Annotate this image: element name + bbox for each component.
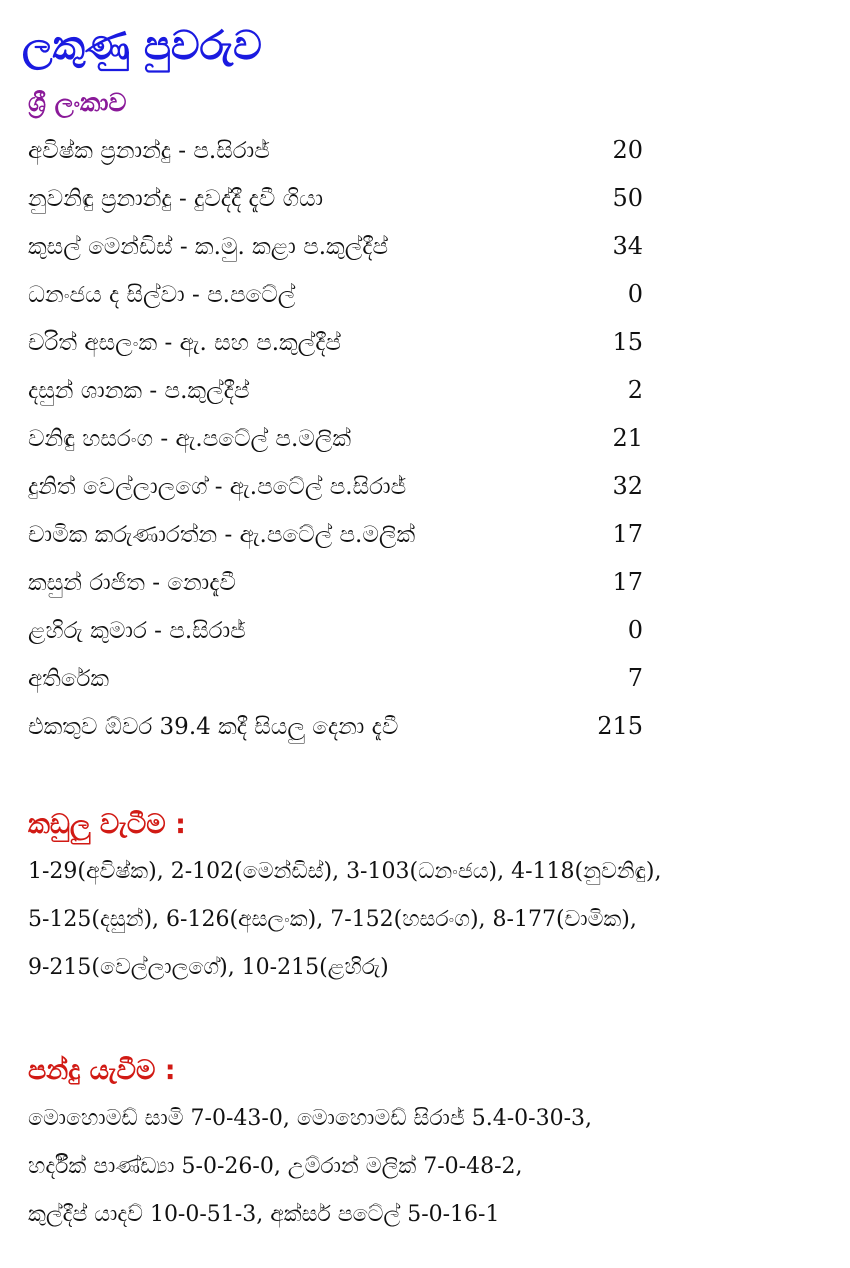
batter-name: අවිෂ්ක ප්‍රනාන්දු - ප.සිරාජ් (28, 138, 270, 164)
batter-name: දසුන් ශානක - ප.කුල්දීප් (28, 378, 250, 404)
extras-label: අතිරේක (28, 666, 110, 692)
batter-name: දුනිත් වෙල්ලාලගේ - ඇ.පටේල් ප.සිරාජ් (28, 474, 407, 500)
fall-of-wickets-line: 1-29(අවිෂ්ක), 2-102(මෙන්ඩිස්), 3-103(ධනංජය), 4-118(නුවනිඳු), (28, 859, 662, 884)
extras-row (28, 654, 643, 702)
total-label: එකතුව ඕවර 39.4 කදී සියලු දෙනා දැවී (28, 714, 399, 740)
fall-of-wickets-text (28, 848, 843, 992)
batting-row (28, 510, 643, 558)
total-runs: 215 (597, 712, 643, 740)
page-title: ලකුණු පුවරුව (22, 23, 262, 69)
batting-row (28, 462, 643, 510)
batter-name: චරිත් අසලංක - ඇ. සහ ප.කුල්දීප් (28, 330, 342, 356)
bowling-line: කුල්දීප් යාදව් 10-0-51-3, අක්සර් පටේල් 5-0-16-1 (28, 1202, 500, 1227)
batter-name: ළහිරු කුමාර - ප.සිරාජ් (28, 618, 246, 644)
batter-runs: 17 (612, 568, 643, 596)
batter-name: ධනංජය ද සිල්වා - ප.පටේල් (28, 282, 296, 308)
batter-runs: 0 (627, 280, 643, 308)
batting-row (28, 606, 643, 654)
batter-runs: 20 (612, 136, 643, 164)
batter-runs: 32 (612, 472, 643, 500)
extras-runs: 7 (627, 664, 643, 692)
bowling-heading: පන්දු යැවීම : (28, 1055, 176, 1086)
batting-row (28, 270, 643, 318)
batting-row (28, 366, 643, 414)
batting-row (28, 318, 643, 366)
batter-runs: 15 (612, 328, 643, 356)
bowling-line: මොහොමඩ් සාමි 7-0-43-0, මොහොමඩ් සිරාජ් 5.4-0-30-3, (28, 1106, 593, 1131)
batting-row (28, 126, 643, 174)
batter-name: වනිඳු හසරංග - ඇ.පටේල් ප.මලික් (28, 426, 352, 452)
bowling-line: හර්දීක් පාණ්ඩ්‍යා 5-0-26-0, උම්රාන් මලික් 7-0-48-2, (28, 1154, 523, 1179)
batter-runs: 2 (627, 376, 643, 404)
batter-runs: 21 (612, 424, 643, 452)
fall-of-wickets-heading: කඩුලු වැටීම : (28, 809, 186, 840)
batter-name: චාමික කරුණාරත්න - ඇ.පටේල් ප.මලික් (28, 522, 416, 548)
batter-name: කසුන් රාජිත - නොදැවී (28, 570, 236, 596)
bowling-text (28, 1095, 843, 1239)
fall-of-wickets-line: 9-215(වෙල්ලාලගේ), 10-215(ළහිරු) (28, 955, 389, 980)
batting-row (28, 174, 643, 222)
total-row (28, 702, 643, 750)
batter-runs: 0 (627, 616, 643, 644)
batting-row (28, 558, 643, 606)
batting-row (28, 222, 643, 270)
batter-runs: 17 (612, 520, 643, 548)
batter-name: නුවනිඳු ප්‍රනාන්දු - දුවද්දී දැවී ගියා (28, 186, 324, 212)
batting-table (28, 126, 643, 750)
batter-runs: 50 (612, 184, 643, 212)
fall-of-wickets-line: 5-125(දසුන්), 6-126(අසලංක), 7-152(හසරංග), 8-177(චාමික), (28, 907, 637, 932)
batting-row (28, 414, 643, 462)
batter-name: කුසල් මෙන්ඩිස් - ක.මු. කළා ප.කුල්දීප් (28, 234, 389, 260)
team-name: ශ්‍රී ලංකාව (28, 88, 127, 117)
batter-runs: 34 (612, 232, 643, 260)
